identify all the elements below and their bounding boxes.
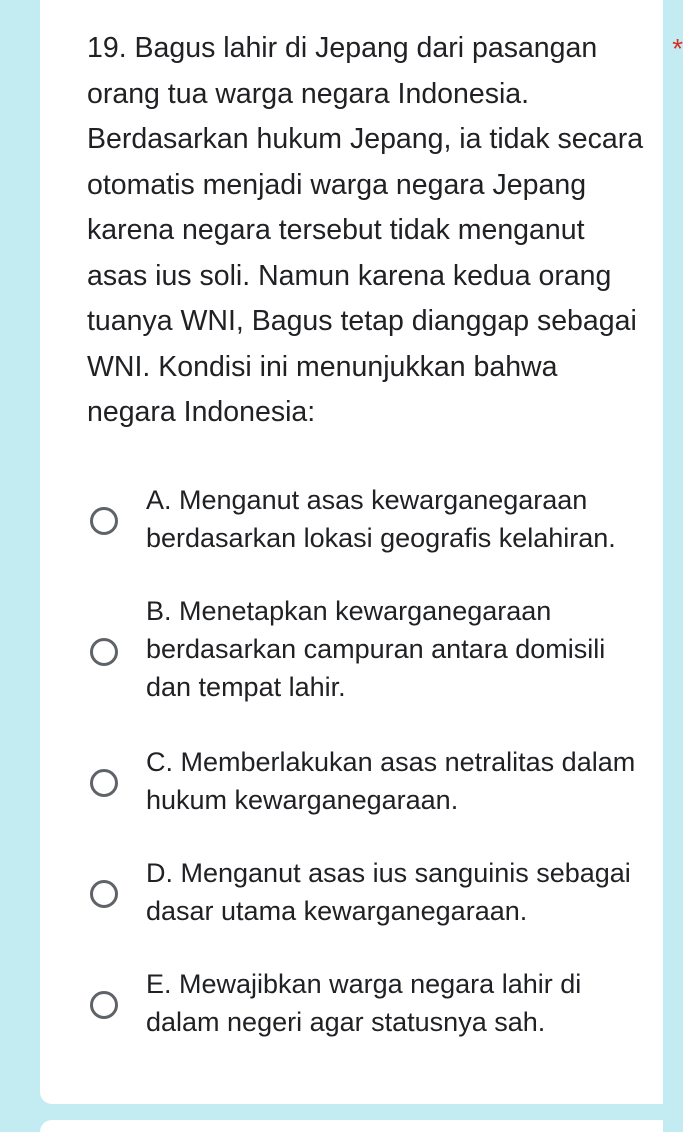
option-b[interactable] [80,592,640,712]
option-d-label: D. Menganut asas ius sanguinis sebagai dasar utama kewarganegaraan. [146,858,631,926]
option-e[interactable] [80,965,640,1045]
next-card-edge [40,1120,663,1132]
radio-icon-a[interactable] [90,507,118,535]
radio-icon-b[interactable] [90,638,118,666]
option-e-label: E. Mewajibkan warga negara lahir di dalam negeri agar statusnya sah. [146,969,582,1037]
option-a-label: A. Menganut asas kewarganegaraan berdasarkan lokasi geografis kelahiran. [146,485,616,553]
option-b-label: B. Menetapkan kewarganegaraan berdasarkan campuran antara domisili dan tempat lahir. [146,596,606,702]
question-text-wrapper [87,26,683,436]
radio-icon-d[interactable] [90,880,118,908]
option-a[interactable] [80,481,640,561]
option-d[interactable] [80,854,640,934]
option-c-label: C. Memberlakukan asas netralitas dalam hukum kewarganegaraan. [146,747,636,815]
question-text: 19. Bagus lahir di Jepang dari pasangan orang tua warga negara Indonesia. Berdasarkan hukum Jepang, ia tidak secara otomatis menjadi warga negara Jepang karena negara tersebut tidak menganut asas ius soli. Namun karena kedua orang tuanya WNI, Bagus tetap dianggap sebagai WNI. Kondisi ini menunjukkan bahwa negara Indonesia: [87,32,644,428]
question-card [40,0,683,1104]
required-marker: * [672,33,683,64]
radio-icon-e[interactable] [90,991,118,1019]
radio-icon-c[interactable] [90,769,118,797]
option-c[interactable] [80,743,640,823]
